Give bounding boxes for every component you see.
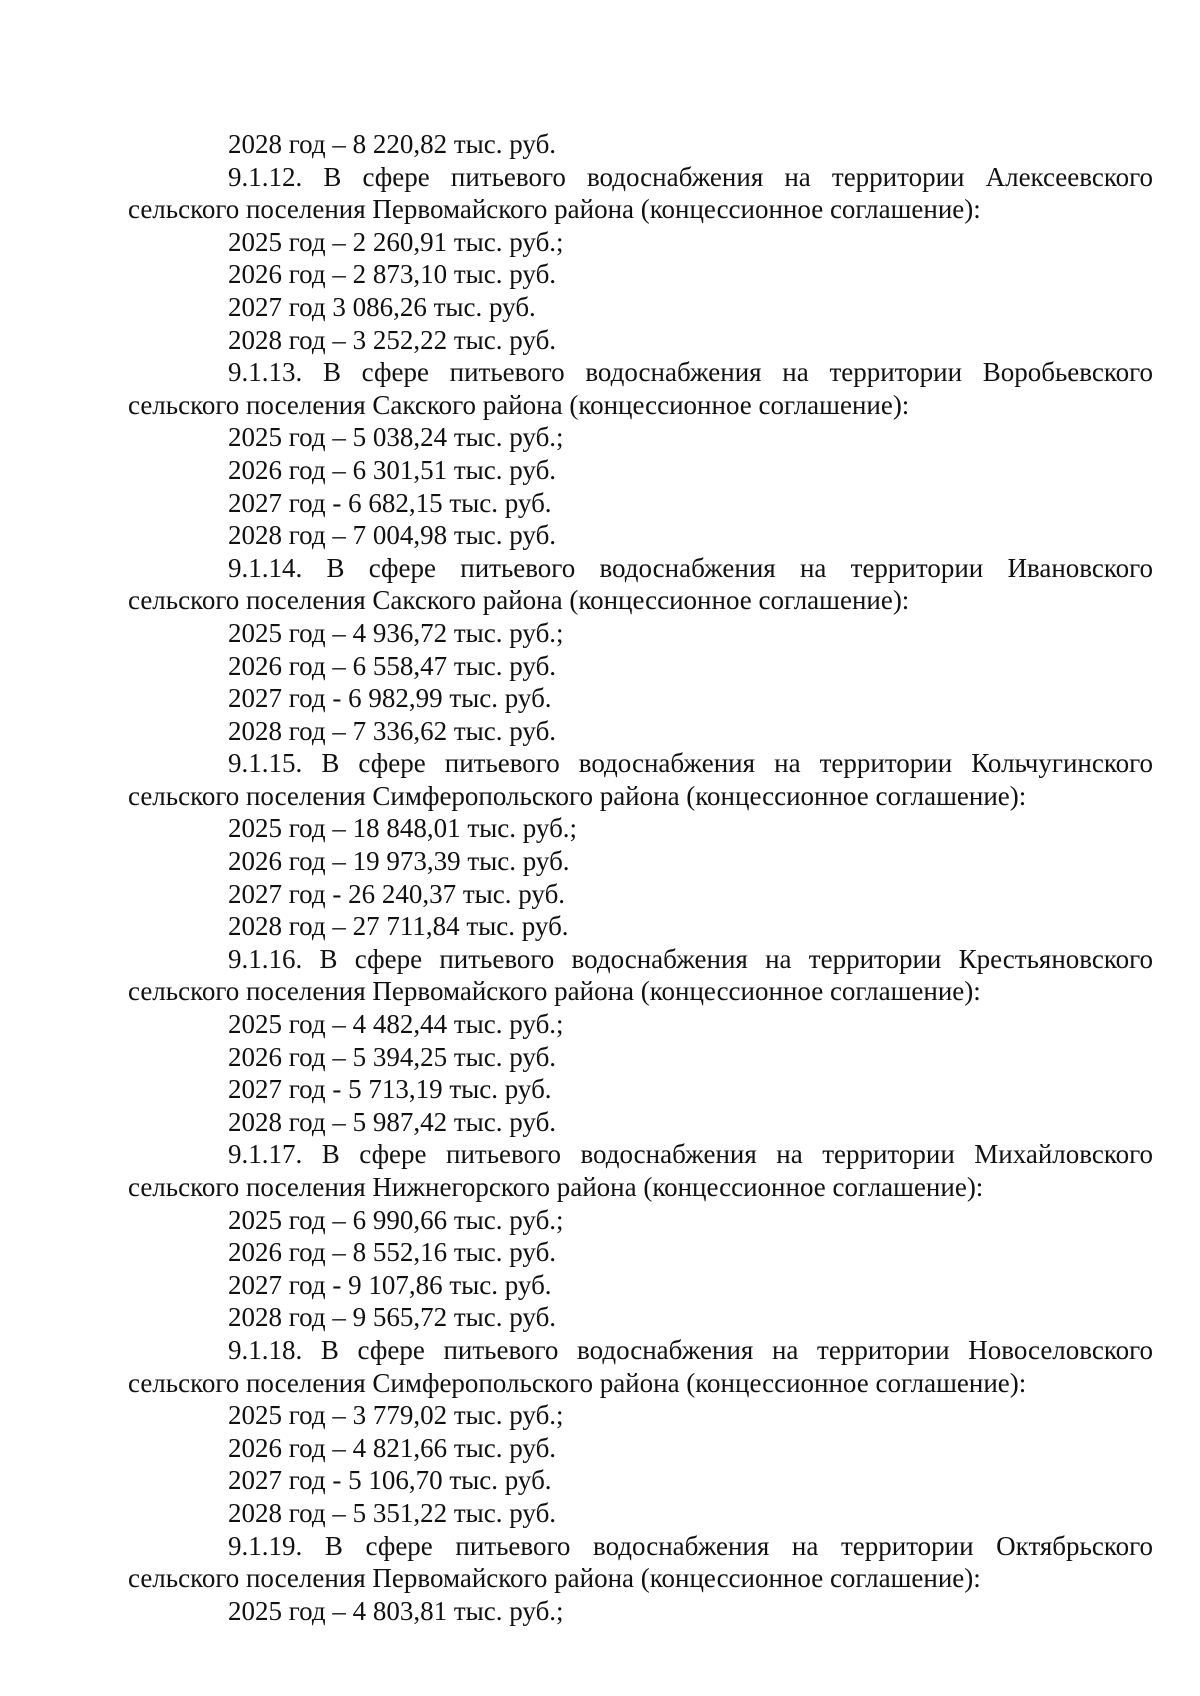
- year-line: 2027 год - 5 106,70 тыс. руб.: [228, 1465, 552, 1496]
- section-heading-continuation: сельского поселения Первомайского района (концессионное соглашение):: [128, 976, 981, 1007]
- year-line: 2026 год – 19 973,39 тыс. руб.: [228, 846, 570, 877]
- year-line: 2025 год – 2 260,91 тыс. руб.;: [228, 226, 564, 257]
- year-line: 2025 год – 6 990,66 тыс. руб.;: [228, 1204, 564, 1235]
- section-heading-line: 9.1.14. В сфере питьевого водоснабжения на территории Ивановского: [228, 552, 1153, 583]
- section-heading-line: 9.1.15. В сфере питьевого водоснабжения на территории Кольчугинского: [228, 748, 1153, 779]
- year-line: 2028 год – 27 711,84 тыс. руб.: [228, 911, 569, 942]
- section-heading-line: 9.1.13. В сфере питьевого водоснабжения на территории Воробьевского: [228, 357, 1153, 388]
- year-line: 2027 год - 6 982,99 тыс. руб.: [228, 683, 552, 714]
- section-heading-line: 9.1.18. В сфере питьевого водоснабжения на территории Новоселовского: [228, 1334, 1153, 1365]
- year-line: 2026 год – 2 873,10 тыс. руб.: [228, 259, 557, 290]
- year-line: 2026 год – 6 558,47 тыс. руб.: [228, 650, 557, 681]
- year-line: 2026 год – 4 821,66 тыс. руб.: [228, 1432, 557, 1463]
- section-heading-line: 9.1.17. В сфере питьевого водоснабжения на территории Михайловского: [228, 1139, 1153, 1170]
- year-line: 2028 год – 7 336,62 тыс. руб.: [228, 715, 557, 746]
- year-line: 2027 год 3 086,26 тыс. руб.: [228, 291, 536, 322]
- year-line: 2026 год – 8 552,16 тыс. руб.: [228, 1237, 557, 1268]
- year-line: 2028 год – 3 252,22 тыс. руб.: [228, 324, 557, 355]
- section-heading-continuation: сельского поселения Симферопольского района (концессионное соглашение):: [128, 780, 1027, 811]
- section-heading-line: 9.1.19. В сфере питьевого водоснабжения на территории Октябрьского: [228, 1530, 1153, 1561]
- section-heading-line: 9.1.12. В сфере питьевого водоснабжения на территории Алексеевского: [228, 161, 1153, 192]
- year-line: 2027 год - 5 713,19 тыс. руб.: [228, 1074, 552, 1105]
- year-line: 2028 год – 7 004,98 тыс. руб.: [228, 520, 557, 551]
- year-line: 2028 год – 8 220,82 тыс. руб.: [228, 129, 557, 159]
- section-heading-continuation: сельского поселения Сакского района (концессионное соглашение):: [128, 389, 910, 420]
- document-body: [128, 128, 1153, 1627]
- year-line: 2025 год – 18 848,01 тыс. руб.;: [228, 813, 578, 844]
- year-line: 2028 год – 5 987,42 тыс. руб.: [228, 1106, 557, 1137]
- section-heading-continuation: сельского поселения Нижнегорского района (концессионное соглашение):: [128, 1172, 984, 1202]
- year-line: 2025 год – 4 482,44 тыс. руб.;: [228, 1009, 564, 1040]
- year-line: 2027 год - 9 107,86 тыс. руб.: [228, 1269, 552, 1300]
- year-line: 2025 год – 4 936,72 тыс. руб.;: [228, 617, 564, 648]
- year-line: 2026 год – 5 394,25 тыс. руб.: [228, 1041, 557, 1072]
- section-heading-line: 9.1.16. В сфере питьевого водоснабжения на территории Крестьяновского: [228, 943, 1153, 974]
- year-line: 2027 год - 26 240,37 тыс. руб.: [228, 878, 566, 909]
- section-heading-continuation: сельского поселения Сакского района (концессионное соглашение):: [128, 585, 910, 616]
- year-line: 2028 год – 5 351,22 тыс. руб.: [228, 1497, 557, 1528]
- section-heading-continuation: сельского поселения Первомайского района (концессионное соглашение):: [128, 194, 981, 225]
- section-heading-continuation: сельского поселения Первомайского района (концессионное соглашение):: [128, 1563, 981, 1594]
- year-line: 2027 год - 6 682,15 тыс. руб.: [228, 487, 552, 518]
- year-line: 2025 год – 4 803,81 тыс. руб.;: [228, 1595, 564, 1626]
- section-heading-continuation: сельского поселения Симферопольского района (концессионное соглашение):: [128, 1367, 1027, 1398]
- year-line: 2028 год – 9 565,72 тыс. руб.: [228, 1302, 557, 1333]
- year-line: 2025 год – 5 038,24 тыс. руб.;: [228, 422, 564, 453]
- year-line: 2025 год – 3 779,02 тыс. руб.;: [228, 1400, 564, 1431]
- year-line: 2026 год – 6 301,51 тыс. руб.: [228, 454, 557, 485]
